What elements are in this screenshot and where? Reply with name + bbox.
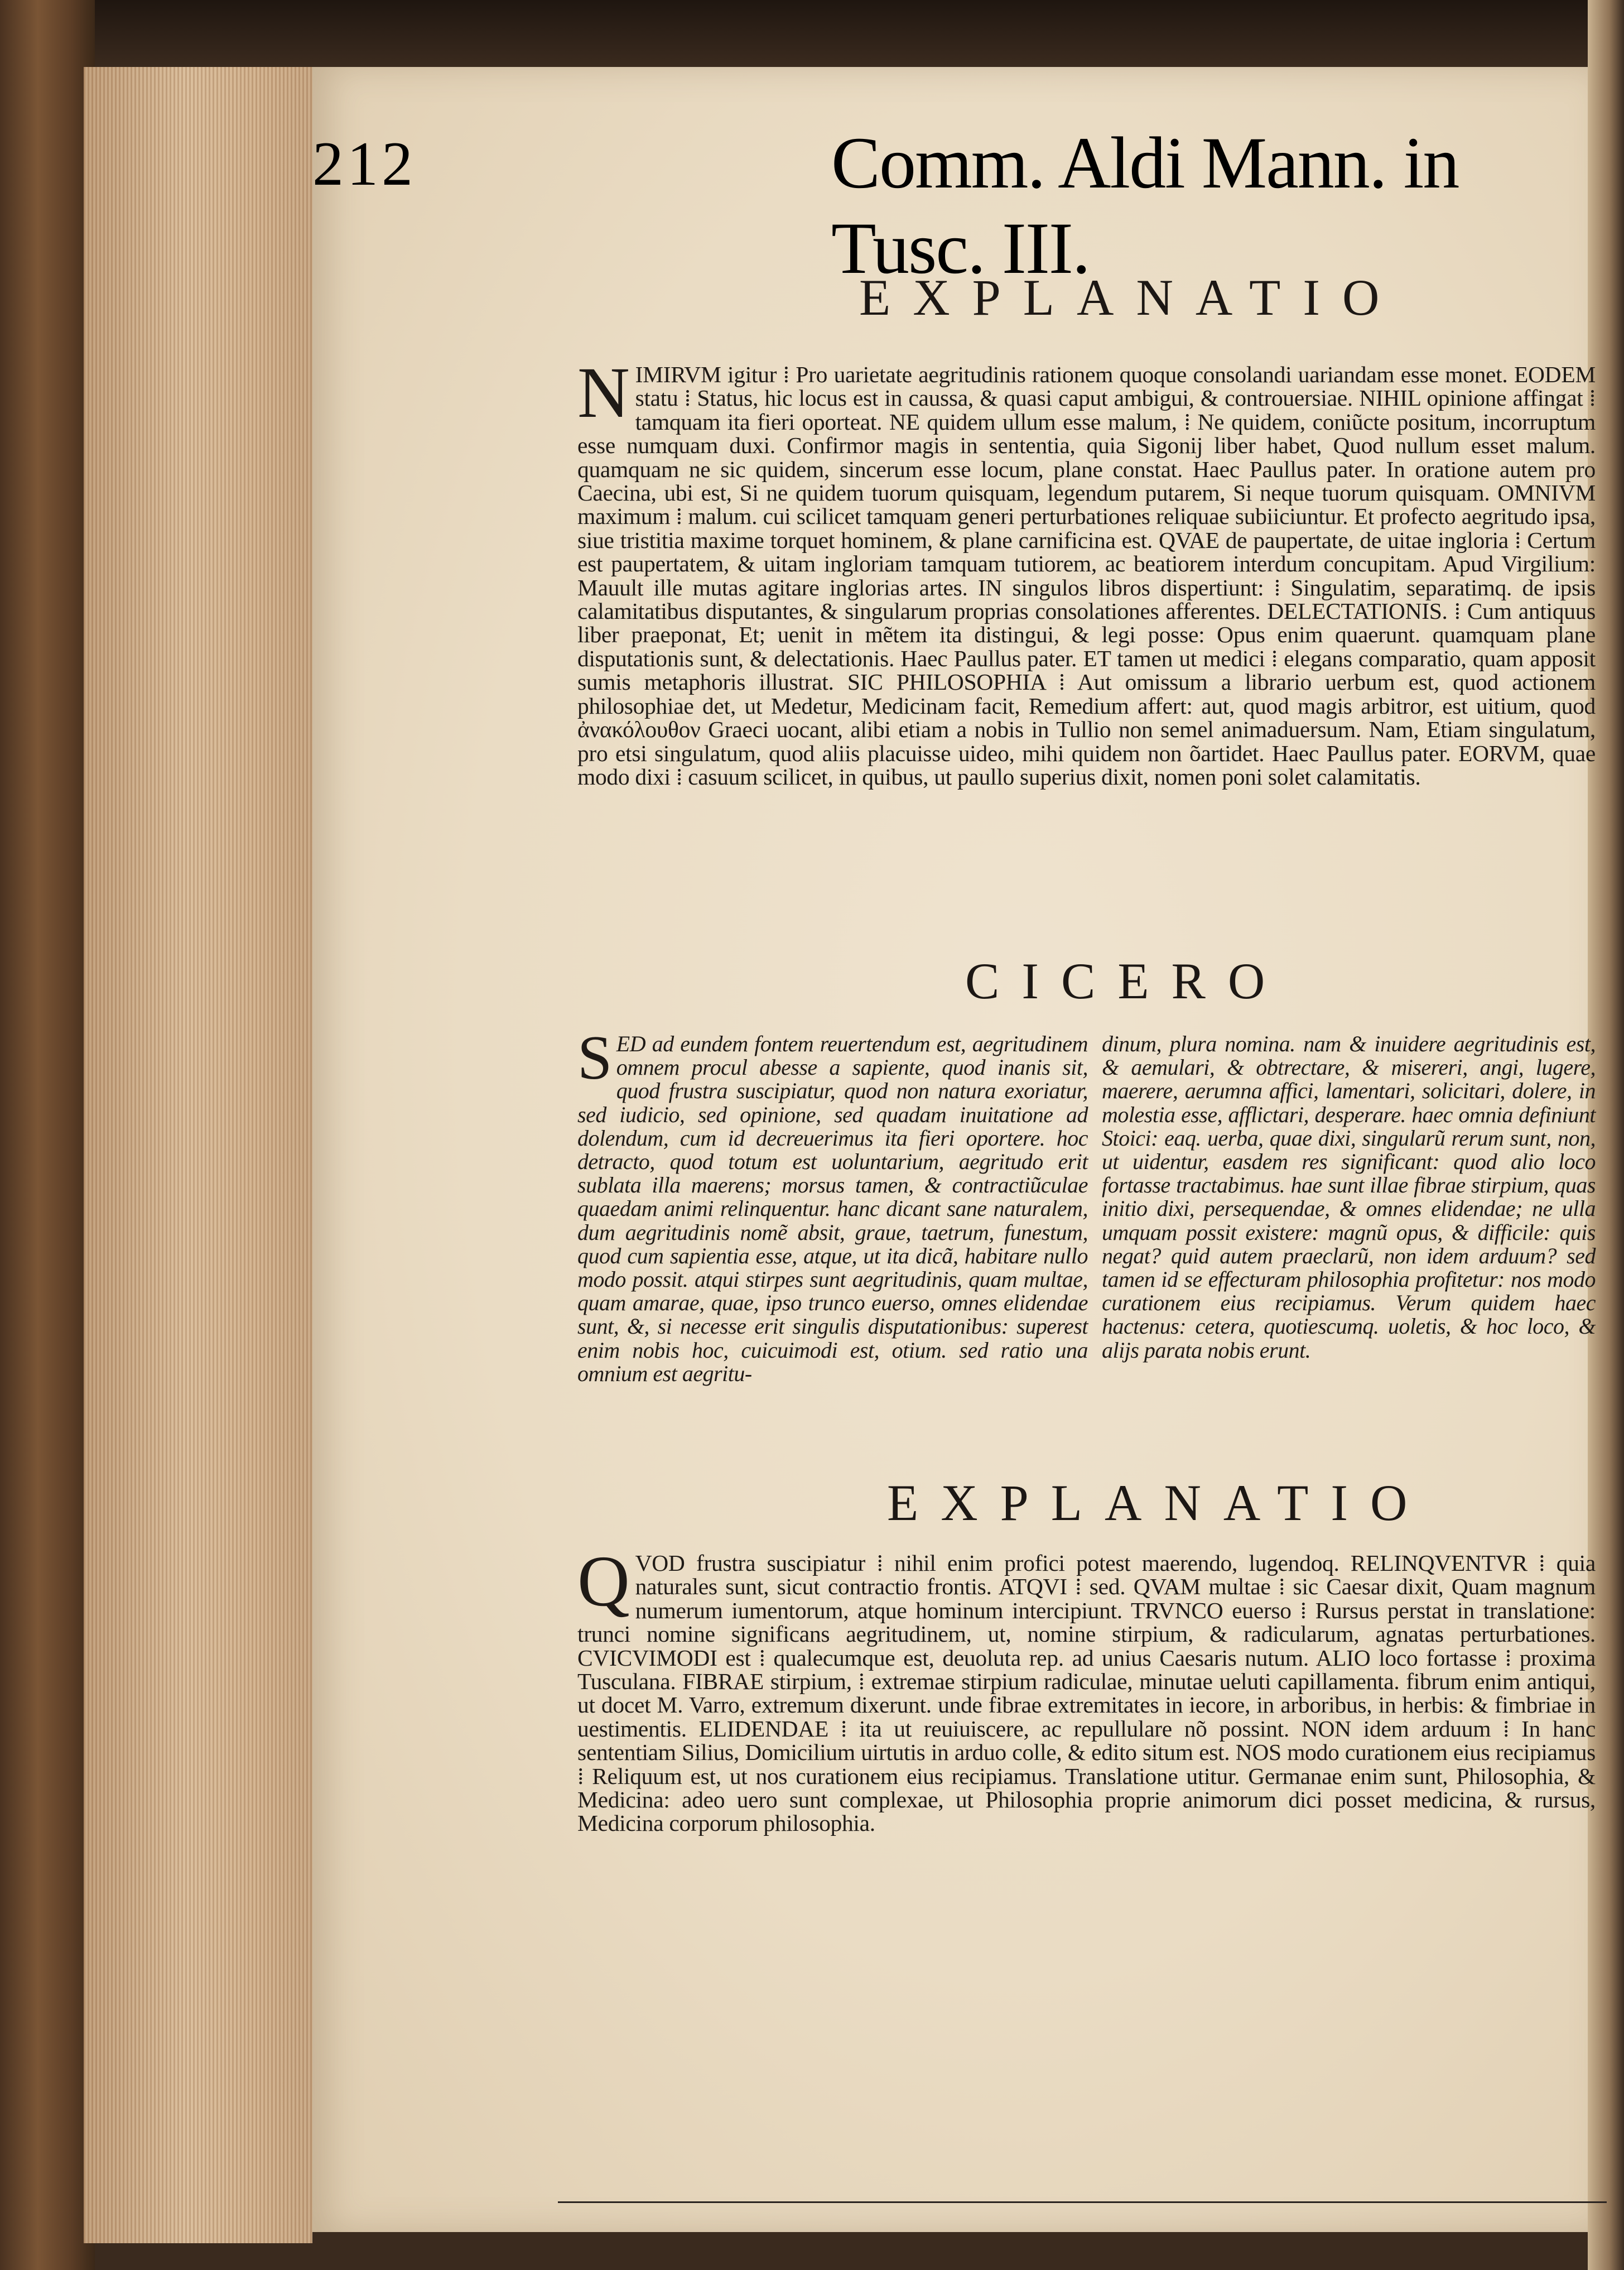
explanatio-1-text [577,353,1596,790]
section-heading-explanatio-2: EXPLANATIO [887,1474,1430,1531]
explanatio-1-body: IMIRVM igitur ⁞ Pro uarietate aegritudinis rationem quoque consolandi uariandam esse monet. EODEM statu ⁞ Status, hic locus est in caussa, & quasi caput ambigui, & controuersiae. NIHIL opinione affingat ⁞ tamquam ita fieri oporteat. NE quidem ullum esse malum, ⁞ Ne quidem, coniũcte positum, incorruptum esse numquam duxi. Confirmor magis in sententia, quia Sigonij liber habet, Quod nullum esset malum. quamquam ne sic quidem, sincerum esse locum, plane constat. Haec Paullus pater. In oratione autem pro Caecina, ubi est, Si ne quidem tuorum quisquam, legendum putarem, Si neque tuorum quisquam. OMNIVM maximum ⁞ malum. cui scilicet tamquam generi perturbationes reliquae subiiciuntur. Et profecto aegritudo ipsa, siue tristitia maxime torquet hominem, & plane carnificina est. QVAE de paupertate, de uitae ingloria ⁞ Certum est paupertatem, & uitam ingloriam tamquam tutiorem, ac beatiorem interdum concupitam. Apud Virgilium: Mauult ille mutas agitare inglorias artes. IN singulos libros dispertiunt: ⁞ Singulatim, separatimq. de ipsis calamitatibus disputantes, & singularum proprias consolationes afferentes. DELECTATIONIS. ⁞ Cum antiquus liber praeponat, Et; uenit in mẽtem ita distingui, & legi posse: Opus enim quaerunt. quamquam plane disputationis sunt, & delectationis. Haec Paullus pater. ET tamen ut medici ⁞ elegans comparatio, quam apposit sumis metaphoris illustrat. SIC PHILOSOPHIA ⁞ Aut omissum a librario uerbum est, quod actionem philosophiae det, ut Medetur, Medicinam facit, Remedium affert: aut, quod magis arbitror, est uitium, quod ἀνακόλουθον Graeci uocant, alibi etiam a nobis in Tullio non semel animaduersum. Nam, Etiam singulatum, pro etsi singulatum, quod aliis placuisse uideo, mihi quidem non õartidet. Haec Paullus pater. EORVM, quae modo dixi ⁞ casuum scilicet, in quibus, ut paullo superius dixit, nomen poni solet calamitatis. [577,362,1596,790]
dropcap: Q [577,1541,630,1622]
running-head-title: Comm. Aldi Mann. in Tusc. III. [831,122,1459,289]
cicero-right-body: dinum, plura nomina. nam & inuidere aegritudinis est, & aemulari, & obtrectare, & misereri, angi, lugere, maerere, aerumna affici, lamentari, solicitari, dolere, in molestia esse, afflictari, desperare. haec omnia definiunt Stoici: eaq. uerba, quae dixi, singularũ rerum sunt, non, ut uidentur, easdem res significant: quod alio loco fortasse tractabimus. hae sunt illae fibrae stirpium, quas initio dixi, persequendae, & omnes elidendae; ne ulla umquam possit existere: magnũ opus, & difficile: quis negat? quid autem praeclarũ, non idem arduum? sed tamen id se effecturam philosophia profitetur: nos modo curationem eius recipiamus. Verum quidem haec hactenus: cetera, quotiescumq. uoletis, & hoc loco, & alijs parata nobis erunt. [1102,1031,1596,1363]
page-block-edge [84,67,312,2243]
section-heading-cicero: CICERO [965,953,1288,1009]
cicero-column-left [577,1023,1088,1386]
cicero-column-right [1102,1032,1596,1362]
explanatio-2-text [577,1541,1596,1836]
cicero-left-body: ED ad eundem fontem reuertendum est, aegritudinem omnem procul abesse a sapiente, quod inanis sit, quod frustra suscipiatur, quod non natura exoriatur, sed iudicio, sed opinione, sed quadam inuitatione ad dolendum, cum id decreuerimus ita fieri oportere. hoc detracto, quod totum est uoluntarium, aegritudo erit sublata illa maerens; morsus tamen, & contractiũculae quaedam animi relinquentur. hanc dicant sane naturalem, dum aegritudinis nomẽ absit, graue, taetrum, funestum, quod cum sapientia esse, atque, ut ita dicã, habitare nullo modo possit. atqui stirpes sunt aegritudinis, quam multae, quam amarae, quae, ipso trunco euerso, omnes elidendae sunt, &, si necesse erit singulis disputationibus: superest enim nobis hoc, cuicuimodi est, otium. sed ratio una omnium est aegritu- [577,1031,1088,1386]
page-number: 212 [312,129,416,199]
dropcap: S [577,1023,612,1093]
book-binding [0,0,95,2270]
scan-background-top [0,0,1624,67]
explanatio-2-body: VOD frustra suscipiatur ⁞ nihil enim profici potest maerendo, lugendoq. RELINQVENTVR ⁞ quia naturales sunt, sicut contractio frontis. ATQVI ⁞ sed. QVAM multae ⁞ sic Caesar dixit, Quam magnum numerum iumentorum, atque hominum intercipiunt. TRVNCO euerso ⁞ Rursus perstat in translatione: trunci nomine significans aegritudinem, ut, nomine stirpium, & radicularum, agnatas perturbationes. CVICVIMODI est ⁞ qualecumque est, deuoluta rep. ad unius Caesaris nutum. ALIO loco fortasse ⁞ proxima Tusculana. FIBRAE stirpium, ⁞ extremae stirpium radiculae, minutae ueluti capillamenta. fibrum enim antiqui, ut docet M. Varro, extremum dixerunt. unde fibrae extremitates in iecore, in arboribus, in herbis: & fimbriae in uestimentis. ELIDENDAE ⁞ ita ut reuiuiscere, ac repullulare nõ possint. NON idem arduum ⁞ In hanc sententiam Silius, Domicilium uirtutis in arduo colle, & edito situm est. NOS modo curationem eius recipiamus ⁞ Reliquum est, ut nos curationem eius recipiamus. Translatione utitur. Germanae enim sunt, Philosophia, & Medicina: adeo uero sunt complexae, ut Philosophia proprie animorum dici posset medicina, & rursus, Medicina corporum philosophia. [577,1550,1596,1836]
dropcap: N [577,353,630,433]
section-heading-explanatio-1: EXPLANATIO [859,269,1402,326]
footer-rule [558,2201,1607,2203]
